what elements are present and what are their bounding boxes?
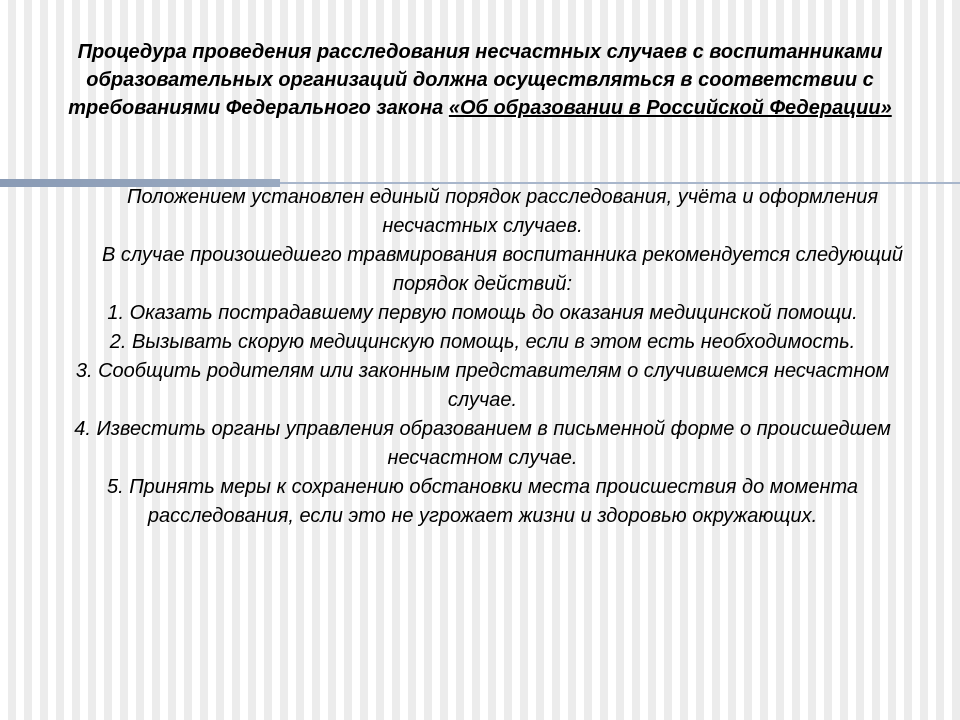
intro-paragraph-2 [40,241,925,299]
intro-paragraph-1 [40,183,925,241]
step-5: 5. Принять меры к сохранению обстановки места происшествия до момента расследования, если это не угрожает жизни и здоровью окружающих. [106,476,859,527]
title-text: Процедура проведения расследования несчастных случаев с воспитанниками образовательных организаций должна осуществляться в соответствии с требованиями Федерального закона [68,41,883,119]
slide-title [50,38,910,122]
step-1: 1. Оказать пострадавшему первую помощь до оказания медицинской помощи. [107,302,858,324]
intro-2-text: В случае произошедшего травмирования воспитанника рекомендуется следующий порядок действий: [102,244,903,295]
step-2: 2. Вызывать скорую медицинскую помощь, если в этом есть необходимость. [109,331,856,353]
step-3: 3. Сообщить родителям или законным представителям о случившемся несчастном случае. [75,360,890,411]
intro-1-text: Положением установлен единый порядок расследования, учёта и оформления несчастных случаев. [126,186,879,237]
step-4: 4. Известить органы управления образованием в письменной форме о происшедшем несчастном случае. [74,418,891,469]
law-link[interactable]: «Об образовании в Российской Федерации» [448,97,892,119]
slide-body [40,183,925,531]
